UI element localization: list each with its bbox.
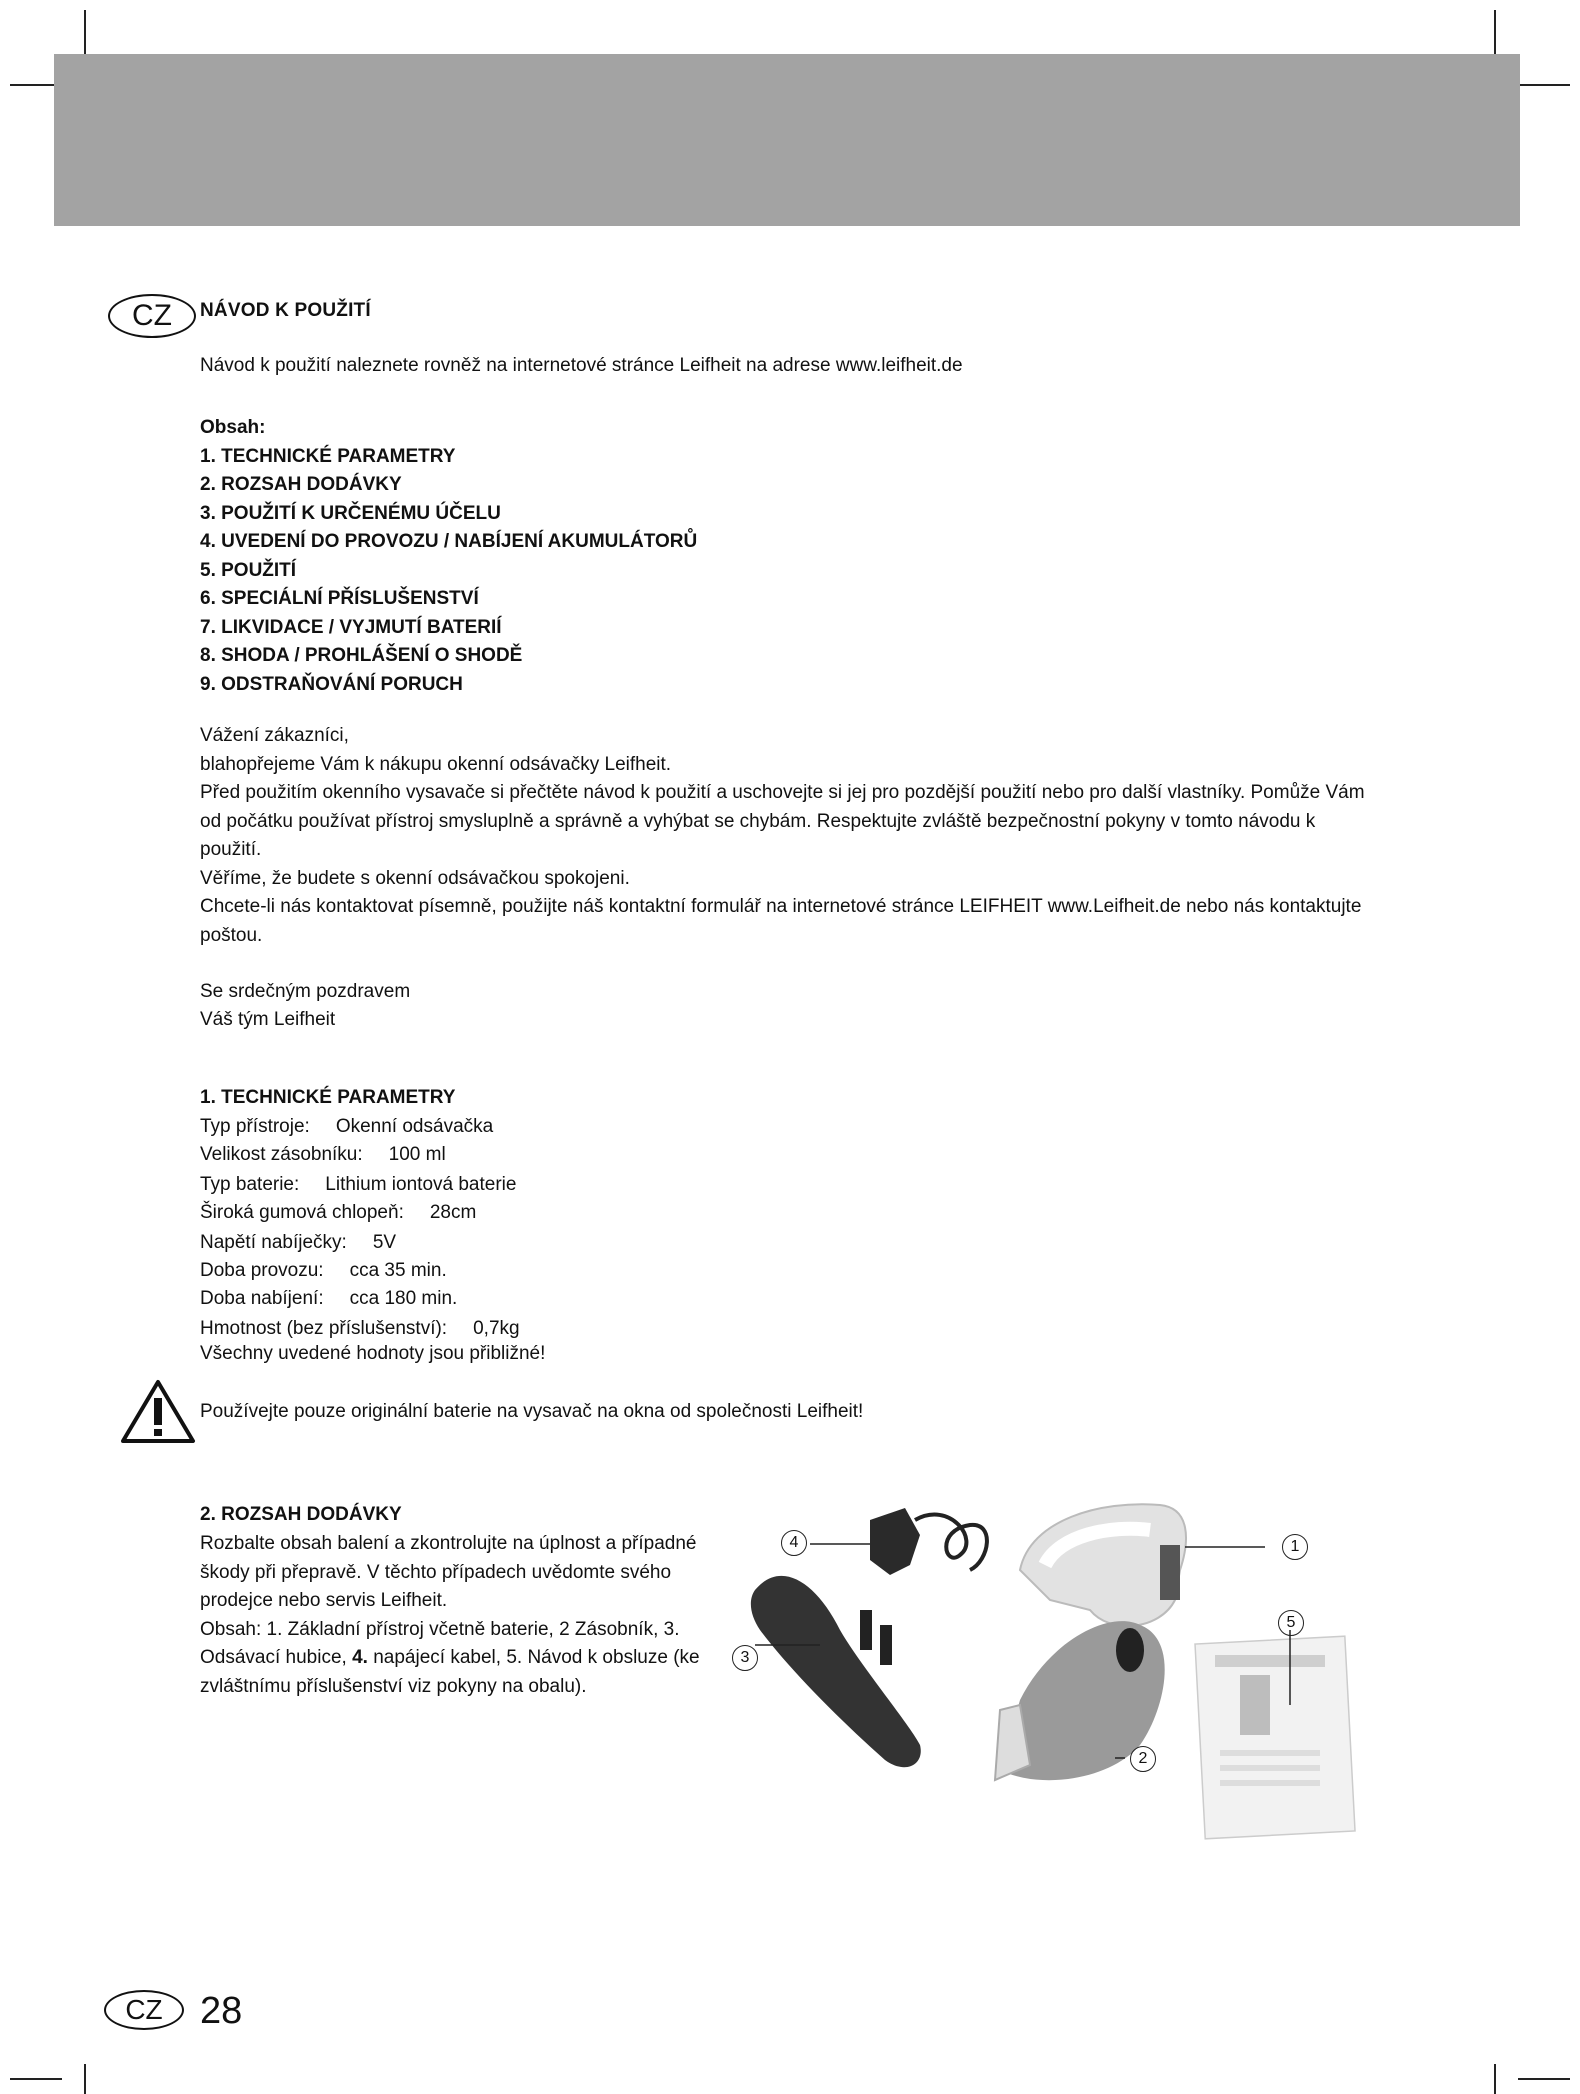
callout-number: 2 bbox=[1138, 1750, 1148, 1767]
delivery-text bbox=[200, 1530, 720, 1701]
callout-1 bbox=[1282, 1534, 1308, 1560]
spec-value: cca 180 min. bbox=[349, 1288, 458, 1309]
spec-label: Typ baterie: bbox=[200, 1174, 300, 1195]
spec-note: Všechny uvedené hodnoty jsou přibližné! bbox=[200, 1343, 546, 1364]
toc-item: 8. SHODA / PROHLÁŠENÍ O SHODĚ bbox=[200, 645, 523, 666]
toc-item: 7. LIKVIDACE / VYJMUTÍ BATERIÍ bbox=[200, 616, 502, 638]
toc-item: 4. UVEDENÍ DO PROVOZU / NABÍJENÍ AKUMULÁTORŮ bbox=[200, 531, 698, 552]
letter-greeting: Vážení zákazníci, bbox=[200, 725, 349, 746]
letter-paragraph: Věříme, že budete s okenní odsávačkou spokojeni. bbox=[200, 867, 630, 889]
spec-label: Hmotnost (bez příslušenství): bbox=[200, 1318, 448, 1339]
spec-row bbox=[200, 1116, 493, 1138]
spec-row bbox=[200, 1174, 516, 1196]
toc-item: 3. POUŽITÍ K URČENÉMU ÚČELU bbox=[200, 502, 501, 524]
welcome-letter bbox=[200, 722, 1380, 950]
toc-item: 2. ROZSAH DODÁVKY bbox=[200, 474, 402, 495]
letter-paragraph: Chcete-li nás kontaktovat písemně, použijte náš kontaktní formulář na internetové stránce LEIFHEIT www.Leifheit.de nebo nás kontaktujte poštou. bbox=[200, 896, 1362, 946]
nozzle-image bbox=[751, 1576, 921, 1767]
callout-5 bbox=[1278, 1610, 1304, 1636]
warning-icon bbox=[120, 1378, 196, 1444]
language-badge bbox=[108, 294, 196, 338]
spec-row bbox=[200, 1288, 457, 1310]
delivery-contents-part: napájecí kabel, 5. Návod k obsluze (ke zvláštnímu příslušenství viz pokyny na obalu). bbox=[200, 1647, 700, 1697]
crop-mark bbox=[10, 2078, 62, 2080]
specs-title: 1. TECHNICKÉ PARAMETRY bbox=[200, 1087, 456, 1108]
spec-label: Doba nabíjení: bbox=[200, 1288, 324, 1309]
page-title: NÁVOD K POUŽITÍ bbox=[200, 300, 371, 321]
page-number: 28 bbox=[200, 1990, 243, 2032]
spec-row bbox=[200, 1232, 396, 1254]
manual-image bbox=[1195, 1636, 1355, 1839]
footer-language-code: CZ bbox=[125, 1994, 163, 2025]
table-of-contents bbox=[200, 414, 697, 699]
letter-closing: Se srdečným pozdravem bbox=[200, 981, 411, 1002]
crop-mark bbox=[1518, 2078, 1570, 2080]
warning-text: Používejte pouze originální baterie na vysavač na okna od společnosti Leifheit! bbox=[200, 1401, 864, 1422]
spec-label: Typ přístroje: bbox=[200, 1116, 310, 1137]
toc-item: 5. POUŽITÍ bbox=[200, 559, 297, 581]
callout-4 bbox=[781, 1530, 807, 1556]
product-illustration bbox=[720, 1480, 1380, 1840]
spec-value: Lithium iontová baterie bbox=[325, 1174, 517, 1195]
letter-paragraph: Před použitím okenního vysavače si přečtěte návod k použití a uschovejte si jej pro pozdější použití nebo pro další vlastníky. Pomůže Vám od počátku používat přístroj smysluplně a správně a vyhýbat se chybám. Respektujte zvláště bezpečnostní pokyny v tomto návodu k použití. bbox=[200, 782, 1365, 860]
header-band bbox=[54, 54, 1520, 226]
delivery-contents-bold: 4. bbox=[352, 1647, 368, 1668]
callout-number: 5 bbox=[1286, 1614, 1296, 1631]
toc-item: 9. ODSTRAŇOVÁNÍ PORUCH bbox=[200, 673, 463, 695]
letter-signature bbox=[200, 978, 410, 1034]
spec-label: Široká gumová chlopeň: bbox=[200, 1202, 404, 1223]
delivery-title: 2. ROZSAH DODÁVKY bbox=[200, 1504, 402, 1525]
callout-3 bbox=[732, 1645, 758, 1671]
intro-text: Návod k použití naleznete rovněž na internetové stránce Leifheit na adrese www.leifheit.de bbox=[200, 355, 963, 376]
spec-label: Doba provozu: bbox=[200, 1260, 324, 1281]
crop-mark bbox=[1518, 84, 1570, 86]
spec-label: Velikost zásobníku: bbox=[200, 1144, 363, 1165]
callout-2 bbox=[1130, 1746, 1156, 1772]
spec-value: 100 ml bbox=[388, 1144, 446, 1165]
footer-language-badge bbox=[104, 1990, 184, 2030]
letter-team: Váš tým Leifheit bbox=[200, 1009, 336, 1030]
crop-mark bbox=[84, 2064, 86, 2094]
spec-value: 5V bbox=[372, 1232, 397, 1253]
callout-number: 4 bbox=[789, 1534, 799, 1551]
main-device-image bbox=[1020, 1504, 1186, 1626]
spec-value: Okenní odsávačka bbox=[335, 1116, 494, 1137]
charger-image bbox=[870, 1508, 987, 1575]
callout-number: 3 bbox=[740, 1649, 750, 1666]
toc-item: 6. SPECIÁLNÍ PŘÍSLUŠENSTVÍ bbox=[200, 588, 479, 609]
callout-number: 1 bbox=[1290, 1538, 1300, 1555]
spec-value: 0,7kg bbox=[473, 1318, 520, 1339]
spec-row bbox=[200, 1202, 476, 1224]
crop-mark bbox=[1494, 2064, 1496, 2094]
toc-item: 1. TECHNICKÉ PARAMETRY bbox=[200, 445, 456, 467]
spec-row bbox=[200, 1260, 447, 1282]
delivery-paragraph: Rozbalte obsah balení a zkontrolujte na úplnost a případné škody při přepravě. V těchto případech uvědomte svého prodejce nebo servis Leifheit. bbox=[200, 1533, 697, 1611]
spec-row bbox=[200, 1318, 520, 1340]
spec-value: 28cm bbox=[429, 1202, 477, 1223]
delivery-contents-part: Obsah: 1. Základní přístroj včetně baterie, 2 Zásobník, 3. Odsávací hubice, bbox=[200, 1618, 680, 1668]
language-code: CZ bbox=[132, 299, 172, 332]
delivery-contents bbox=[200, 1616, 720, 1702]
spec-value: cca 35 min. bbox=[349, 1260, 447, 1281]
toc-heading: Obsah: bbox=[200, 417, 266, 438]
letter-paragraph: blahopřejeme Vám k nákupu okenní odsávačky Leifheit. bbox=[200, 753, 672, 775]
spec-label: Napětí nabíječky: bbox=[200, 1232, 347, 1253]
spec-row bbox=[200, 1144, 446, 1166]
